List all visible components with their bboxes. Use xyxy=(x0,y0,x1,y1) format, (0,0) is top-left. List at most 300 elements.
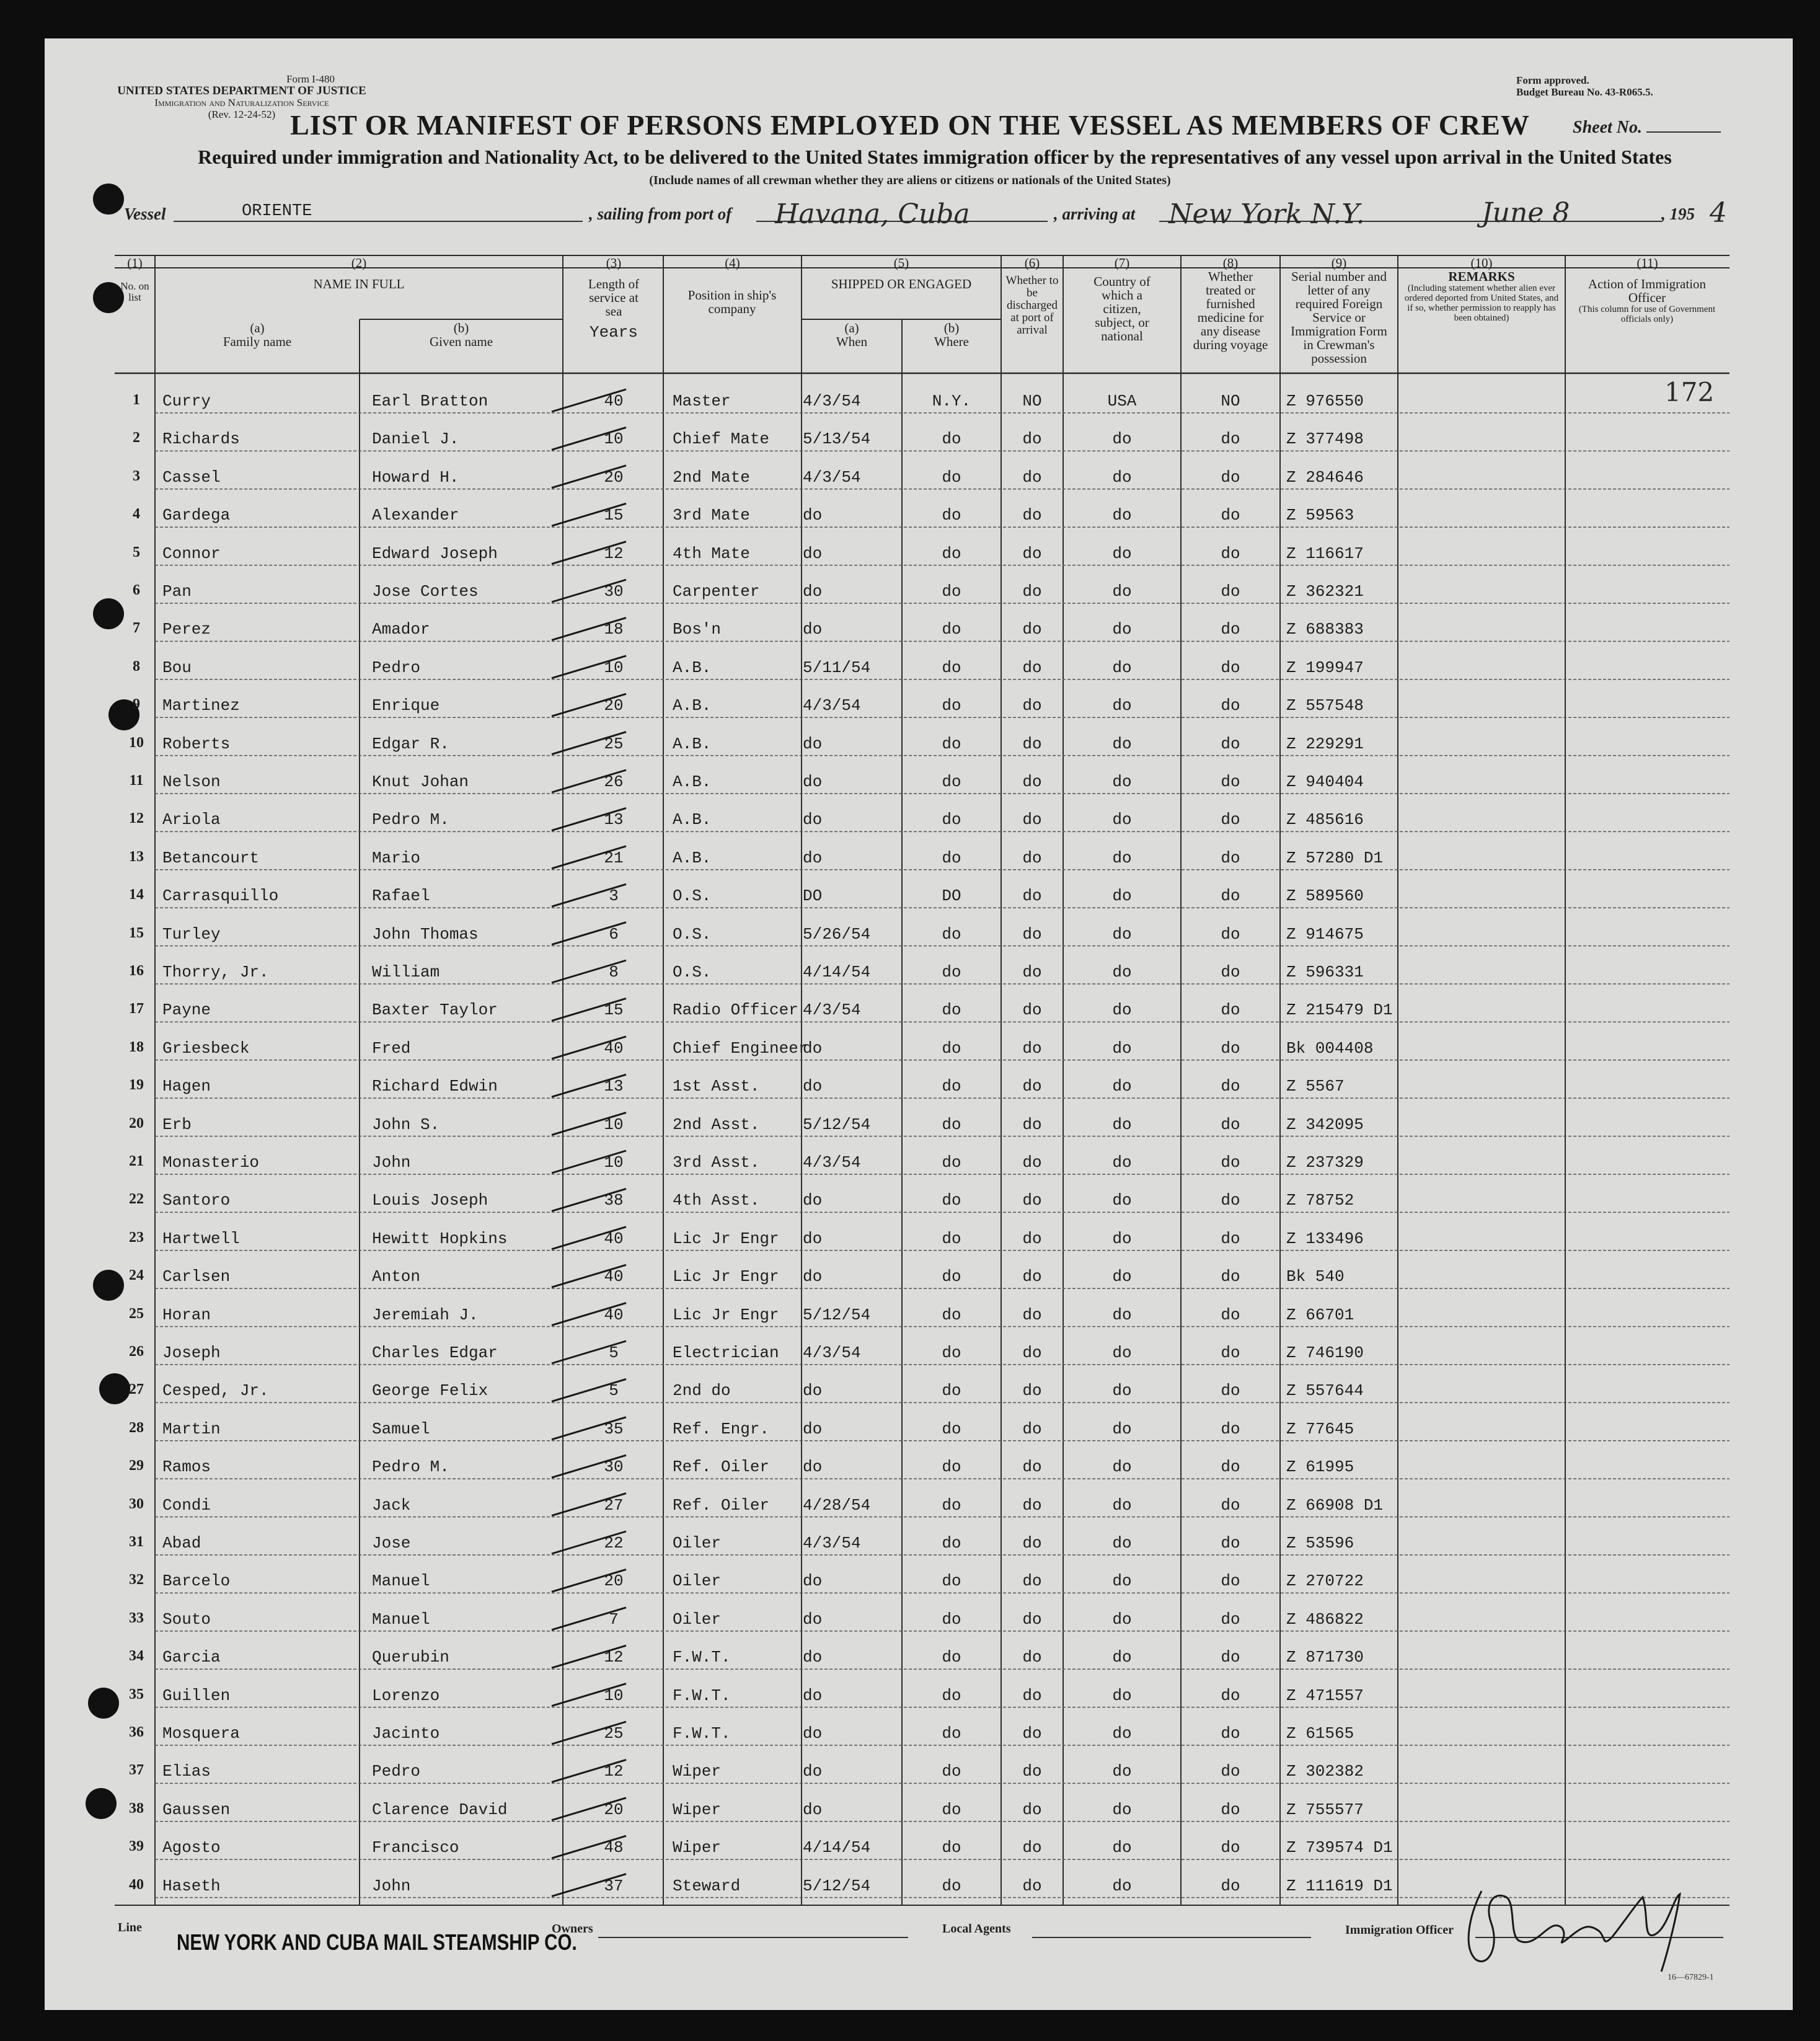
cell-when: do xyxy=(803,734,823,753)
cell-years: 6 xyxy=(609,924,619,944)
cell-years: 3 xyxy=(609,887,619,906)
cell-given: Manuel xyxy=(372,1572,430,1591)
cell-n: 29 xyxy=(129,1458,144,1474)
cell-when: 4/28/54 xyxy=(803,1495,871,1515)
cell-where: do xyxy=(942,963,961,981)
cell-when: 4/3/54 xyxy=(803,392,861,410)
cell-position: Wiper xyxy=(673,1762,722,1781)
cell-n: 28 xyxy=(129,1419,144,1436)
cell-disch: do xyxy=(1022,582,1042,601)
cell-family: Horan xyxy=(162,1305,211,1324)
cell-years: 40 xyxy=(604,1267,624,1286)
cell-n: 4 xyxy=(133,506,140,523)
cell-disch: do xyxy=(1022,1762,1042,1781)
cell-family: Carlsen xyxy=(162,1267,231,1286)
cell-where: do xyxy=(942,1762,961,1781)
cell-disch: do xyxy=(1022,620,1042,639)
cell-med: do xyxy=(1221,1191,1240,1210)
cell-country: do xyxy=(1112,1609,1132,1629)
cell-given: Querubin xyxy=(372,1648,449,1667)
cell-where: do xyxy=(942,1838,961,1857)
cell-position: Steward xyxy=(673,1876,741,1895)
cell-when: 4/3/54 xyxy=(803,1153,861,1172)
cell-years: 38 xyxy=(604,1191,624,1210)
cell-disch: do xyxy=(1022,1838,1042,1857)
cell-med: do xyxy=(1221,1686,1240,1705)
cell-position: Ref. Oiler xyxy=(673,1458,770,1477)
print-code: 16—67829-1 xyxy=(1668,1973,1714,1982)
cell-family: Gardega xyxy=(162,506,231,525)
cell-when: do xyxy=(803,1038,823,1058)
cell-when: do xyxy=(803,1762,823,1781)
cell-disch: do xyxy=(1022,810,1042,830)
cell-given: Rafael xyxy=(372,887,430,906)
cell-position: Lic Jr Engr xyxy=(673,1229,779,1248)
cell-years: 37 xyxy=(604,1876,624,1895)
cell-given: John Thomas xyxy=(372,924,479,944)
cell-where: do xyxy=(942,1077,961,1096)
cell-where: do xyxy=(942,696,961,715)
cell-n: 6 xyxy=(133,582,140,598)
include-note: (Include names of all crewman whether they are aliens or citizens or nationals of the United States) xyxy=(649,174,1171,187)
cell-n: 17 xyxy=(129,1001,144,1017)
cell-country: do xyxy=(1112,924,1132,944)
cell-position: Oiler xyxy=(673,1534,722,1552)
cell-family: Haseth xyxy=(162,1876,221,1895)
cell-disch: do xyxy=(1022,467,1042,487)
col5-header: (5) SHIPPED OR ENGAGED xyxy=(831,255,972,291)
cell-position: 3rd Asst. xyxy=(673,1153,760,1172)
cell-med: do xyxy=(1221,1762,1240,1781)
cell-where: do xyxy=(942,1534,961,1552)
cell-disch: do xyxy=(1022,506,1042,525)
cell-n: 1 xyxy=(133,392,140,408)
cell-med: do xyxy=(1221,1115,1240,1134)
cell-family: Pan xyxy=(162,582,192,601)
cell-n: 38 xyxy=(129,1800,144,1817)
cell-serial: Z 116617 xyxy=(1286,544,1364,563)
cell-where: do xyxy=(942,1876,961,1895)
cell-disch: do xyxy=(1022,1419,1042,1438)
cell-when: 4/3/54 xyxy=(803,1001,861,1020)
cell-n: 20 xyxy=(129,1115,144,1131)
cell-when: 4/3/54 xyxy=(803,1534,861,1552)
cell-serial: Z 485616 xyxy=(1286,810,1364,830)
col4-header: (4) Position in ship's company xyxy=(687,255,777,316)
cell-disch: do xyxy=(1022,1458,1042,1477)
cell-country: do xyxy=(1112,658,1132,677)
cell-position: A.B. xyxy=(673,810,712,830)
cell-country: do xyxy=(1112,848,1132,867)
cell-when: do xyxy=(803,582,823,601)
cell-position: A.B. xyxy=(673,773,712,791)
cell-family: Ramos xyxy=(162,1458,211,1477)
officer-signature xyxy=(1457,1879,1705,1978)
cell-disch: do xyxy=(1022,887,1042,906)
cell-country: do xyxy=(1112,1038,1132,1058)
cell-position: Lic Jr Engr xyxy=(673,1305,779,1324)
revision: (Rev. 12-24-52) xyxy=(208,108,276,120)
cell-years: 10 xyxy=(604,1153,624,1172)
cell-serial: Z 557644 xyxy=(1286,1381,1364,1401)
cell-family: Hagen xyxy=(162,1077,211,1096)
cell-med: do xyxy=(1221,1153,1240,1172)
cell-where: do xyxy=(942,1572,961,1591)
cell-given: Pedro M. xyxy=(372,1458,449,1477)
cell-when: do xyxy=(803,1686,823,1705)
cell-family: Martin xyxy=(162,1419,221,1438)
cell-family: Santoro xyxy=(162,1191,231,1210)
cell-n: 34 xyxy=(129,1648,144,1665)
cell-when: 4/3/54 xyxy=(803,467,861,487)
col5a-header: (a) When xyxy=(836,321,868,349)
cell-years: 48 xyxy=(604,1838,624,1857)
cell-serial: Z 270722 xyxy=(1286,1572,1364,1591)
cell-given: George Felix xyxy=(372,1381,488,1401)
cell-given: Richard Edwin xyxy=(372,1077,498,1096)
sheet-label: Sheet No. xyxy=(1573,118,1721,138)
cell-years: 8 xyxy=(609,963,619,981)
cell-position: Radio Officer xyxy=(673,1001,798,1020)
cell-years: 40 xyxy=(604,1229,624,1248)
cell-serial: Z 57280 D1 xyxy=(1286,848,1384,867)
cell-where: do xyxy=(942,620,961,639)
col2b-header: (b) Given name xyxy=(429,321,493,349)
cell-serial: Bk 004408 xyxy=(1286,1038,1374,1058)
cell-disch: do xyxy=(1022,1534,1042,1552)
cell-when: 4/3/54 xyxy=(803,1344,861,1362)
cell-where: do xyxy=(942,1344,961,1362)
cell-family: Mosquera xyxy=(162,1724,240,1743)
cell-position: 3rd Mate xyxy=(673,506,750,525)
cell-med: do xyxy=(1221,924,1240,944)
col7-header: (7) Country of which a citizen, subject, or national xyxy=(1093,255,1151,343)
cell-position: 4th Mate xyxy=(673,544,750,563)
cell-med: do xyxy=(1221,1534,1240,1552)
cell-given: Jose Cortes xyxy=(372,582,479,601)
cell-given: Pedro M. xyxy=(372,810,449,830)
cell-years: 13 xyxy=(604,810,624,830)
cell-serial: Z 755577 xyxy=(1286,1800,1364,1819)
cell-country: do xyxy=(1112,1762,1132,1781)
cell-when: do xyxy=(803,1609,823,1629)
cell-disch: do xyxy=(1022,848,1042,867)
col9-header: (9) Serial number and letter of any required Foreign Service or Immigration Form in Crewman's possession xyxy=(1291,255,1387,366)
cell-med: do xyxy=(1221,1267,1240,1286)
cell-n: 14 xyxy=(129,887,144,903)
cell-family: Nelson xyxy=(162,773,221,791)
cell-med: do xyxy=(1221,848,1240,867)
cell-country: do xyxy=(1112,1876,1132,1895)
cell-years: 13 xyxy=(604,1077,624,1096)
cell-n: 11 xyxy=(129,773,144,789)
cell-years: 10 xyxy=(604,1115,624,1134)
line-stamp: NEW YORK AND CUBA MAIL STEAMSHIP CO. xyxy=(177,1929,577,1955)
cell-years: 12 xyxy=(604,1648,624,1667)
cell-position: F.W.T. xyxy=(673,1686,731,1705)
cell-given: William xyxy=(372,963,440,981)
cell-n: 9 xyxy=(133,696,140,713)
cell-country: do xyxy=(1112,696,1132,715)
cell-years: 40 xyxy=(604,1305,624,1324)
cell-country: do xyxy=(1112,1572,1132,1591)
cell-serial: Z 377498 xyxy=(1286,430,1364,449)
cell-position: Chief Mate xyxy=(673,430,770,449)
cell-where: do xyxy=(942,1229,961,1248)
cell-serial: Z 976550 xyxy=(1286,392,1364,410)
cell-family: Roberts xyxy=(162,734,231,753)
cell-disch: do xyxy=(1022,1229,1042,1248)
cell-years: 26 xyxy=(604,773,624,791)
cell-med: do xyxy=(1221,1876,1240,1895)
cell-where: do xyxy=(942,430,961,449)
cell-country: do xyxy=(1112,506,1132,525)
cell-where: do xyxy=(942,1495,961,1515)
col1-header: (1) No. on list xyxy=(120,255,149,303)
cell-serial: Z 199947 xyxy=(1286,658,1364,677)
cell-given: Pedro xyxy=(372,1762,421,1781)
cell-n: 16 xyxy=(129,963,144,979)
cell-disch: do xyxy=(1022,1495,1042,1515)
cell-years: 40 xyxy=(604,1038,624,1058)
cell-when: do xyxy=(803,1381,823,1401)
cell-years: 15 xyxy=(604,1001,624,1020)
cell-given: Samuel xyxy=(372,1419,430,1438)
cell-med: do xyxy=(1221,1495,1240,1515)
cell-when: do xyxy=(803,506,823,525)
cell-disch: do xyxy=(1022,1191,1042,1210)
cell-when: 5/13/54 xyxy=(803,430,871,449)
cell-where: do xyxy=(942,1609,961,1629)
action-mark: 172 xyxy=(1664,377,1715,407)
cell-given: Anton xyxy=(372,1267,421,1286)
arrival-date: June 8 xyxy=(1482,197,1570,229)
cell-country: do xyxy=(1112,1305,1132,1324)
cell-disch: do xyxy=(1022,1648,1042,1667)
cell-n: 13 xyxy=(129,848,144,865)
cell-given: Jose xyxy=(372,1534,411,1552)
cell-position: Wiper xyxy=(673,1838,722,1857)
cell-given: Howard H. xyxy=(372,467,459,487)
cell-country: do xyxy=(1112,1419,1132,1438)
cell-med: do xyxy=(1221,963,1240,981)
agency: UNITED STATES DEPARTMENT OF JUSTICE xyxy=(117,84,366,97)
cell-family: Abad xyxy=(162,1534,201,1552)
year-suffix: 4 xyxy=(1710,197,1727,229)
cell-disch: do xyxy=(1022,1572,1042,1591)
cell-years: 15 xyxy=(604,506,624,525)
cell-where: DO xyxy=(942,887,961,906)
cell-given: Edgar R. xyxy=(372,734,449,753)
col6-header: (6) Whether to be discharged at port of arrival xyxy=(1005,255,1059,337)
cell-disch: do xyxy=(1022,1686,1042,1705)
cell-med: do xyxy=(1221,1381,1240,1401)
cell-country: do xyxy=(1112,1838,1132,1857)
cell-given: Charles Edgar xyxy=(372,1344,498,1362)
cell-n: 19 xyxy=(129,1077,144,1094)
cell-n: 25 xyxy=(129,1305,144,1322)
cell-serial: Z 229291 xyxy=(1286,734,1364,753)
cell-n: 26 xyxy=(129,1344,144,1360)
cell-country: do xyxy=(1112,810,1132,830)
cell-n: 27 xyxy=(129,1381,144,1398)
cell-med: do xyxy=(1221,887,1240,906)
cell-family: Garcia xyxy=(162,1648,221,1667)
cell-family: Bou xyxy=(162,658,192,677)
cell-where: do xyxy=(942,734,961,753)
cell-when: do xyxy=(803,1800,823,1819)
cell-country: do xyxy=(1112,1115,1132,1134)
cell-disch: do xyxy=(1022,1381,1042,1401)
cell-years: 25 xyxy=(604,734,624,753)
col10-header: (10) REMARKS (Including statement whether alien ever ordered deported from United States, and if so, whether permission to reapply has been obtained) xyxy=(1404,255,1559,323)
cell-serial: Z 66908 D1 xyxy=(1286,1495,1384,1515)
cell-disch: do xyxy=(1022,1305,1042,1324)
cell-serial: Z 215479 D1 xyxy=(1286,1001,1393,1020)
cell-years: 12 xyxy=(604,544,624,563)
cell-serial: Z 342095 xyxy=(1286,1115,1364,1134)
cell-med: do xyxy=(1221,1572,1240,1591)
cell-given: Francisco xyxy=(372,1838,459,1857)
cell-med: do xyxy=(1221,1724,1240,1743)
cell-family: Ariola xyxy=(162,810,221,830)
cell-years: 21 xyxy=(604,848,624,867)
cell-med: do xyxy=(1221,430,1240,449)
cell-serial: Z 688383 xyxy=(1286,620,1364,639)
cell-years: 12 xyxy=(604,1762,624,1781)
cell-given: John xyxy=(372,1153,411,1172)
cell-serial: Z 596331 xyxy=(1286,963,1364,981)
cell-disch: do xyxy=(1022,544,1042,563)
service: Immigration and Naturalization Service xyxy=(154,97,329,108)
cell-given: Enrique xyxy=(372,696,440,715)
cell-position: Oiler xyxy=(673,1609,722,1629)
cell-years: 27 xyxy=(604,1495,624,1515)
cell-n: 39 xyxy=(129,1838,144,1855)
cell-disch: do xyxy=(1022,1267,1042,1286)
cell-family: Martinez xyxy=(162,696,240,715)
cell-n: 33 xyxy=(129,1609,144,1626)
cell-serial: Z 78752 xyxy=(1286,1191,1354,1210)
cell-position: A.B. xyxy=(673,734,712,753)
cell-n: 18 xyxy=(129,1038,144,1055)
line-label: Line xyxy=(118,1921,142,1934)
cell-serial: Z 471557 xyxy=(1286,1686,1364,1705)
cell-given: Earl Bratton xyxy=(372,392,488,410)
cell-country: do xyxy=(1112,1153,1132,1172)
col11-header: (11) Action of Immigration Officer (This column for use of Government officials only) xyxy=(1578,255,1716,324)
cell-position: 2nd do xyxy=(673,1381,731,1401)
cell-serial: Z 739574 D1 xyxy=(1286,1838,1393,1857)
cell-family: Carrasquillo xyxy=(162,887,279,906)
cell-country: do xyxy=(1112,963,1132,981)
cell-country: do xyxy=(1112,582,1132,601)
cell-family: Cesped, Jr. xyxy=(162,1381,269,1401)
cell-n: 22 xyxy=(129,1191,144,1208)
cell-when: do xyxy=(803,1572,823,1591)
cell-country: do xyxy=(1112,1229,1132,1248)
cell-when: do xyxy=(803,773,823,791)
cell-position: Carpenter xyxy=(673,582,760,601)
cell-where: do xyxy=(942,658,961,677)
cell-when: do xyxy=(803,1648,823,1667)
cell-family: Souto xyxy=(162,1609,211,1629)
cell-where: do xyxy=(942,1419,961,1438)
cell-given: Edward Joseph xyxy=(372,544,498,563)
col3-header: (3) Length of service at sea Years xyxy=(588,255,640,342)
cell-where: do xyxy=(942,544,961,563)
cell-family: Griesbeck xyxy=(162,1038,250,1058)
cell-where: do xyxy=(942,1686,961,1705)
cell-years: 20 xyxy=(604,696,624,715)
cell-when: 5/12/54 xyxy=(803,1305,871,1324)
cell-years: 10 xyxy=(604,658,624,677)
vessel-label: Vessel xyxy=(124,205,166,223)
cell-country: do xyxy=(1112,1800,1132,1819)
cell-serial: Z 111619 D1 xyxy=(1286,1876,1393,1895)
cell-where: do xyxy=(942,1800,961,1819)
cell-disch: do xyxy=(1022,1077,1042,1096)
cell-when: 5/26/54 xyxy=(803,924,871,944)
cell-n: 3 xyxy=(133,467,140,484)
cell-given: Manuel xyxy=(372,1609,430,1629)
cell-serial: Z 940404 xyxy=(1286,773,1364,791)
cell-where: do xyxy=(942,1001,961,1020)
cell-given: Fred xyxy=(372,1038,411,1058)
cell-years: 10 xyxy=(604,430,624,449)
cell-serial: Z 133496 xyxy=(1286,1229,1364,1248)
cell-family: Turley xyxy=(162,924,221,944)
cell-family: Payne xyxy=(162,1001,211,1020)
cell-where: do xyxy=(942,1458,961,1477)
port-to: New York N.Y. xyxy=(1168,198,1365,230)
cell-years: 20 xyxy=(604,467,624,487)
cell-family: Guillen xyxy=(162,1686,231,1705)
cell-disch: do xyxy=(1022,430,1042,449)
cell-med: do xyxy=(1221,696,1240,715)
cell-n: 10 xyxy=(129,734,144,751)
owners-label: Owners xyxy=(552,1922,593,1936)
cell-given: Hewitt Hopkins xyxy=(372,1229,508,1248)
cell-serial: Z 61995 xyxy=(1286,1458,1354,1477)
cell-country: USA xyxy=(1107,392,1137,410)
cell-serial: Z 53596 xyxy=(1286,1534,1354,1552)
cell-when: 4/14/54 xyxy=(803,963,871,981)
cell-when: 5/12/54 xyxy=(803,1876,871,1895)
cell-when: 5/11/54 xyxy=(803,658,871,677)
cell-med: do xyxy=(1221,1458,1240,1477)
cell-where: do xyxy=(942,848,961,867)
cell-position: Ref. Oiler xyxy=(673,1495,770,1515)
cell-disch: do xyxy=(1022,1153,1042,1172)
cell-family: Richards xyxy=(162,430,240,449)
cell-country: do xyxy=(1112,1077,1132,1096)
cell-med: do xyxy=(1221,810,1240,830)
cell-where: do xyxy=(942,1115,961,1134)
cell-med: do xyxy=(1221,773,1240,791)
cell-family: Condi xyxy=(162,1495,211,1515)
cell-med: do xyxy=(1221,1344,1240,1362)
cell-when: 4/14/54 xyxy=(803,1838,871,1857)
cell-n: 37 xyxy=(129,1762,144,1779)
cell-n: 30 xyxy=(129,1495,144,1512)
cell-position: Master xyxy=(673,392,731,410)
cell-disch: do xyxy=(1022,658,1042,677)
cell-given: Lorenzo xyxy=(372,1686,440,1705)
cell-years: 7 xyxy=(609,1609,619,1629)
cell-n: 21 xyxy=(129,1153,144,1169)
cell-med: do xyxy=(1221,1648,1240,1667)
